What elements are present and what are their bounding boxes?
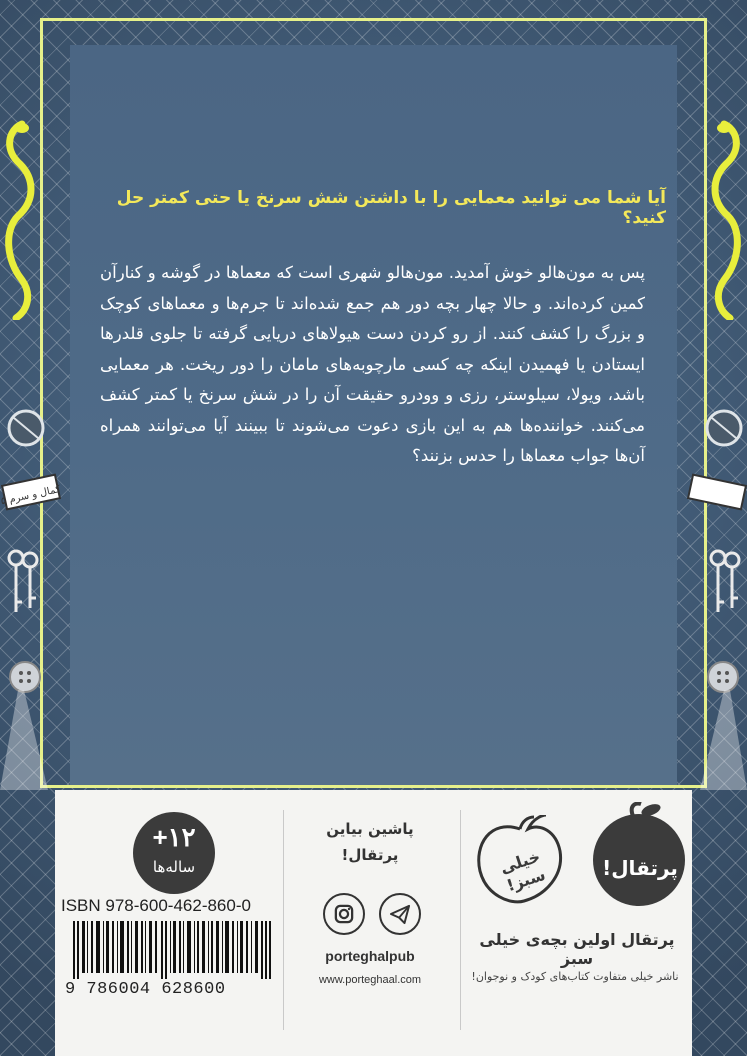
isbn-label: ISBN 978-600-462-860-0 xyxy=(61,896,251,915)
age-rating-badge xyxy=(133,812,215,894)
logo-khili-text: خیلی سبز! xyxy=(497,846,548,896)
tagline-line2: پرتقال! xyxy=(341,846,399,864)
side-tag-text: کمال و سرم ۵ xyxy=(0,483,62,508)
dial-icon xyxy=(704,408,744,448)
publisher-motto: پرتقال اولین بچه‌ی خیلی سبز xyxy=(479,930,675,968)
divider xyxy=(460,810,461,1030)
keys-icon xyxy=(708,548,742,618)
snake-icon xyxy=(702,120,747,320)
barcode xyxy=(73,921,271,979)
tagline-line1: پاشین بیاین xyxy=(326,820,414,838)
luggage-tag-icon xyxy=(0,470,62,514)
keys-icon xyxy=(6,548,40,618)
info-box xyxy=(55,790,692,1056)
age-label: ساله‌ها xyxy=(152,858,196,876)
instagram-icon[interactable] xyxy=(323,893,365,935)
blurb-text: پس به مون‌هالو خوش آمدید. مون‌هالو شهری است که معماها در گوشه و کنارآن کمین کرده‌اند. و حالا چهار بچه دور هم جمع شده‌اند تا جرم‌ها و معماهای کوچک و بزرگ را کشف کنند. از رو کردن دست هیولاهای دریایی گرفته تا جلوی قلدرها ایستادن یا فهمیدن اینکه چه کسی مارچوبه‌های مامان را دور ریخت. هر معمایی باشد، ویولا، سیلوستر، رزی و وودرو حقیقت آن را در شش سرنخ یا کمتر کشف می‌کنند. خواننده‌ها هم به این بازی دعوت می‌شوند تا ببینند آیا می‌توانند همراه آن‌ها جواب معماها را حدس بزنند؟ xyxy=(100,263,645,465)
social-icons xyxy=(317,893,437,937)
snake-icon xyxy=(0,120,44,320)
tagline xyxy=(295,816,445,868)
blurb-paragraph xyxy=(100,258,645,472)
logo-porteghal-text: پرتقال! xyxy=(602,856,678,880)
flashlight-beam-icon xyxy=(0,690,50,790)
luggage-tag-icon xyxy=(686,470,747,514)
barcode-digits: 9 786004 628600 xyxy=(65,980,226,999)
button-icon xyxy=(8,660,42,694)
telegram-icon[interactable] xyxy=(379,893,421,935)
age-plus: +۱۲ xyxy=(152,822,196,852)
website-link[interactable]: www.porteghaal.com xyxy=(318,974,422,986)
social-handle[interactable]: porteghalpub xyxy=(325,948,415,964)
tagline-question: آیا شما می توانید معمایی را با داشتن شش سرنخ یا حتی کمتر حل کنید؟ xyxy=(116,188,666,228)
flashlight-beam-icon xyxy=(700,690,747,790)
publisher-subtitle: ناشر خیلی متفاوت کتاب‌های کودک و نوجوان! xyxy=(471,970,679,983)
button-icon xyxy=(706,660,740,694)
dial-icon xyxy=(6,408,46,448)
